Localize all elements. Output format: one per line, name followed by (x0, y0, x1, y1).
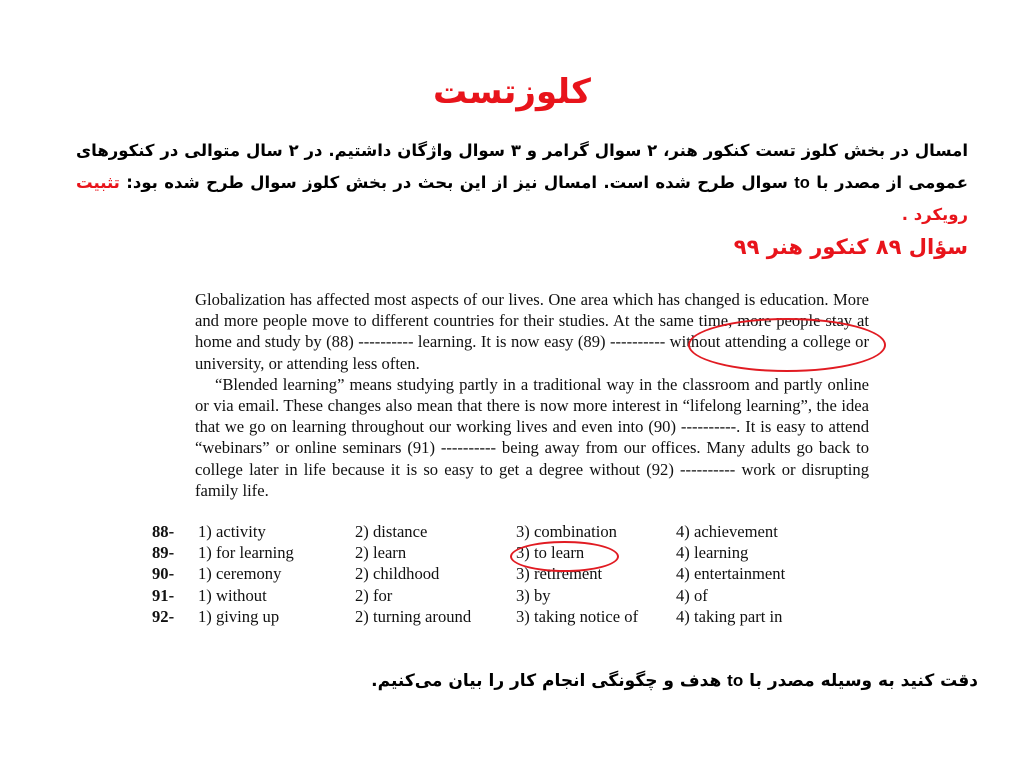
option-4: 4) achievement (676, 522, 778, 541)
option-4: 4) entertainment (676, 564, 786, 584)
answer-options-table (152, 521, 826, 627)
question-row (152, 563, 826, 584)
question-number: 91- (152, 585, 175, 605)
option-2: 2) for (355, 585, 393, 605)
question-row (152, 542, 826, 563)
option-3: 3) retirement (516, 564, 603, 584)
option-1: 1) giving up (198, 606, 280, 626)
option-3: 3) to learn (516, 543, 585, 563)
question-number: 90- (152, 564, 175, 584)
option-2: 2) turning around (355, 606, 472, 626)
question-row (152, 585, 826, 606)
intro-text-1: امسال در بخش کلوز تست کنکور هنر، ۲ سوال گرامر و ۳ سوال واژگان داشتیم. در ۲ سال متوالی در کنکورهای عمومی از مصدر با (76, 141, 968, 192)
option-4: 4) of (676, 585, 708, 605)
passage-paragraph-1: Globalization has affected most aspects of our lives. One area which has changed is education. More and more people move to different countries for their studies. At the same time, more people stay at home and study by (88) ---------- learning. It is now easy (89) ---------- without attending a college or university, or attending less often. (195, 290, 869, 373)
question-row (152, 521, 826, 542)
intro-latin-to: to (794, 174, 810, 192)
question-number: 88- (152, 522, 175, 541)
question-number: 89- (152, 543, 175, 563)
question-subheading: سؤال ۸۹ کنکور هنر ۹۹ (733, 235, 968, 259)
option-1: 1) without (198, 585, 267, 605)
intro-text-2: سوال طرح شده است. امسال نیز از این بحث در بخش کلوز سوال طرح شده بود: (126, 173, 788, 192)
option-4: 4) learning (676, 543, 749, 563)
passage-paragraph-2: “Blended learning” means studying partly in a traditional way in the classroom and partly online or via email. These changes also mean that there is now more interest in “lifelong learning”, the idea that we go on learning throughout our working lives and even into (90) ----------. It is easy to attend “webinars” or online seminars (91) ---------- being away from our offices. Many adults go back to college later in life because it is so easy to get a degree without (92) ---------- work or disrupting family life. (195, 374, 869, 500)
option-3: 3) taking notice of (516, 606, 639, 626)
option-2: 2) learn (355, 543, 407, 563)
option-3: 3) combination (516, 522, 617, 541)
option-2: 2) childhood (355, 564, 440, 584)
option-4: 4) taking part in (676, 606, 783, 626)
intro-highlight: تثبیت رویکرد . (76, 173, 968, 224)
footer-latin-to: to (727, 671, 744, 690)
option-1: 1) activity (198, 522, 266, 541)
option-2: 2) distance (355, 522, 428, 541)
footer-text-1: دقت کنید به وسیله مصدر با (749, 671, 978, 691)
question-number: 92- (152, 606, 175, 626)
footer-text-2: هدف و چگونگی انجام کار را بیان می‌کنیم. (371, 671, 722, 691)
cloze-passage (195, 289, 869, 501)
option-1: 1) ceremony (198, 564, 282, 584)
option-3: 3) by (516, 585, 551, 605)
question-row (152, 606, 826, 627)
option-1: 1) for learning (198, 543, 294, 563)
footer-note (371, 671, 978, 691)
intro-paragraph (76, 135, 968, 231)
slide-title: کلوزتست (433, 72, 591, 112)
